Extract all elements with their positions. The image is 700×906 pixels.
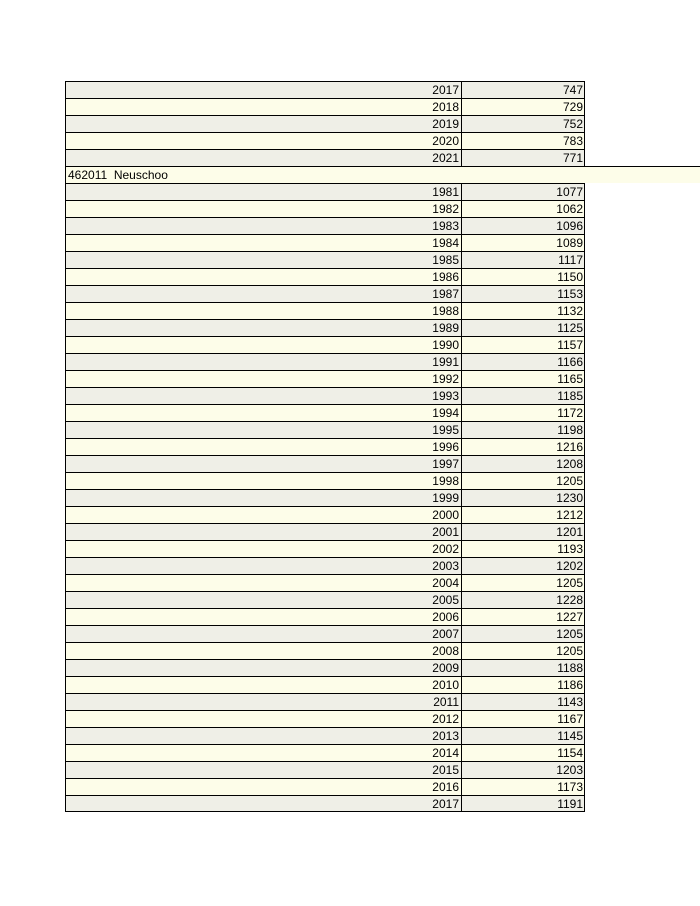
value-cell: 1145 [557, 729, 583, 743]
table-row [65, 455, 585, 472]
table-row [65, 761, 585, 778]
year-cell: 2019 [66, 116, 462, 132]
table-row [65, 540, 585, 557]
table-row [65, 319, 585, 336]
value-cell: 1096 [556, 219, 583, 233]
value-cell: 1117 [558, 253, 583, 267]
value-cell: 1212 [556, 508, 583, 522]
year-cell: 2013 [66, 728, 462, 744]
year-cell: 2005 [66, 592, 462, 608]
value-cell: 1205 [556, 576, 583, 590]
value-cell: 1230 [556, 491, 583, 505]
value-cell: 1202 [556, 559, 583, 573]
year-cell: 1982 [66, 201, 462, 217]
table-row [65, 608, 585, 625]
table-row [65, 200, 585, 217]
value-cell: 1191 [557, 797, 583, 811]
value-cell: 1172 [557, 406, 583, 420]
value-cell: 1188 [557, 661, 583, 675]
group-header-label [68, 167, 168, 183]
year-cell: 2020 [66, 133, 462, 149]
year-cell: 2008 [66, 643, 462, 659]
year-cell: 2011 [66, 694, 462, 710]
table-row [65, 115, 585, 132]
year-cell: 2018 [66, 99, 462, 115]
table-row [65, 642, 585, 659]
year-cell: 2015 [66, 762, 462, 778]
value-cell: 1143 [557, 695, 583, 709]
table-row [65, 744, 585, 761]
year-cell: 1987 [66, 286, 462, 302]
value-cell: 1203 [556, 763, 583, 777]
year-cell: 1995 [66, 422, 462, 438]
value-cell: 1167 [557, 712, 583, 726]
value-cell: 1201 [556, 525, 583, 539]
value-cell: 752 [562, 117, 583, 131]
value-cell: 771 [562, 151, 583, 165]
year-cell: 2002 [66, 541, 462, 557]
table-row [65, 591, 585, 608]
group-name: Neuschoo [113, 168, 168, 182]
table-row [65, 251, 585, 268]
year-cell: 2012 [66, 711, 462, 727]
year-cell: 2006 [66, 609, 462, 625]
table-row [65, 353, 585, 370]
year-cell: 2007 [66, 626, 462, 642]
table-row [65, 676, 585, 693]
value-cell: 1150 [557, 270, 583, 284]
year-cell: 1983 [66, 218, 462, 234]
table-row [65, 574, 585, 591]
year-cell: 1988 [66, 303, 462, 319]
year-cell: 1996 [66, 439, 462, 455]
year-cell: 1998 [66, 473, 462, 489]
value-cell: 1208 [556, 457, 583, 471]
value-cell: 747 [562, 83, 583, 97]
year-cell: 1985 [66, 252, 462, 268]
value-cell: 1153 [557, 287, 583, 301]
value-cell: 729 [562, 100, 583, 114]
table-row [65, 795, 585, 812]
group-rows [65, 183, 700, 812]
table-row [65, 132, 585, 149]
table-row [65, 693, 585, 710]
year-cell: 1992 [66, 371, 462, 387]
value-cell: 1227 [556, 610, 583, 624]
table-row [65, 523, 585, 540]
year-cell: 1993 [66, 388, 462, 404]
year-cell: 2003 [66, 558, 462, 574]
value-cell: 1228 [556, 593, 583, 607]
value-cell: 1166 [557, 355, 583, 369]
value-cell: 1132 [557, 304, 583, 318]
table-row [65, 387, 585, 404]
table-row [65, 506, 585, 523]
table-row [65, 81, 585, 98]
year-cell: 2017 [66, 82, 462, 98]
value-cell: 1062 [556, 202, 583, 216]
year-cell: 2014 [66, 745, 462, 761]
table-row [65, 557, 585, 574]
year-cell: 2016 [66, 779, 462, 795]
year-cell: 1984 [66, 235, 462, 251]
year-cell: 1997 [66, 456, 462, 472]
data-table [65, 81, 700, 812]
table-row [65, 659, 585, 676]
table-row [65, 217, 585, 234]
year-cell: 2021 [66, 150, 462, 166]
table-row [65, 285, 585, 302]
value-cell: 1173 [557, 780, 583, 794]
year-cell: 1986 [66, 269, 462, 285]
table-row [65, 472, 585, 489]
table-row [65, 98, 585, 115]
table-row [65, 438, 585, 455]
table-row [65, 183, 585, 200]
group-code: 462011 [68, 168, 108, 182]
table-row [65, 370, 585, 387]
group-header-row [65, 166, 700, 183]
table-row [65, 404, 585, 421]
value-cell: 783 [562, 134, 583, 148]
value-cell: 1125 [557, 321, 583, 335]
previous-group-rows [65, 81, 700, 166]
value-cell: 1077 [556, 185, 583, 199]
table-row [65, 421, 585, 438]
table-row [65, 489, 585, 506]
value-cell: 1205 [556, 474, 583, 488]
table-row [65, 302, 585, 319]
year-cell: 2017 [66, 796, 462, 811]
year-cell: 1994 [66, 405, 462, 421]
table-row [65, 710, 585, 727]
year-cell: 1989 [66, 320, 462, 336]
year-cell: 2001 [66, 524, 462, 540]
year-cell: 2004 [66, 575, 462, 591]
value-cell: 1185 [557, 389, 583, 403]
table-row [65, 268, 585, 285]
group-header-edge [65, 167, 66, 183]
year-cell: 1981 [66, 184, 462, 200]
value-cell: 1205 [556, 627, 583, 641]
value-cell: 1216 [556, 440, 583, 454]
value-cell: 1157 [557, 338, 583, 352]
table-row [65, 336, 585, 353]
value-cell: 1154 [557, 746, 583, 760]
year-cell: 1999 [66, 490, 462, 506]
table-row [65, 234, 585, 251]
value-cell: 1193 [557, 542, 583, 556]
table-row [65, 727, 585, 744]
value-cell: 1089 [556, 236, 583, 250]
value-cell: 1205 [556, 644, 583, 658]
year-cell: 1991 [66, 354, 462, 370]
year-cell: 2010 [66, 677, 462, 693]
table-row [65, 625, 585, 642]
year-cell: 1990 [66, 337, 462, 353]
table-row [65, 778, 585, 795]
value-cell: 1186 [557, 678, 583, 692]
year-cell: 2009 [66, 660, 462, 676]
value-cell: 1198 [557, 423, 583, 437]
table-row [65, 149, 585, 166]
value-cell: 1165 [557, 372, 583, 386]
year-cell: 2000 [66, 507, 462, 523]
